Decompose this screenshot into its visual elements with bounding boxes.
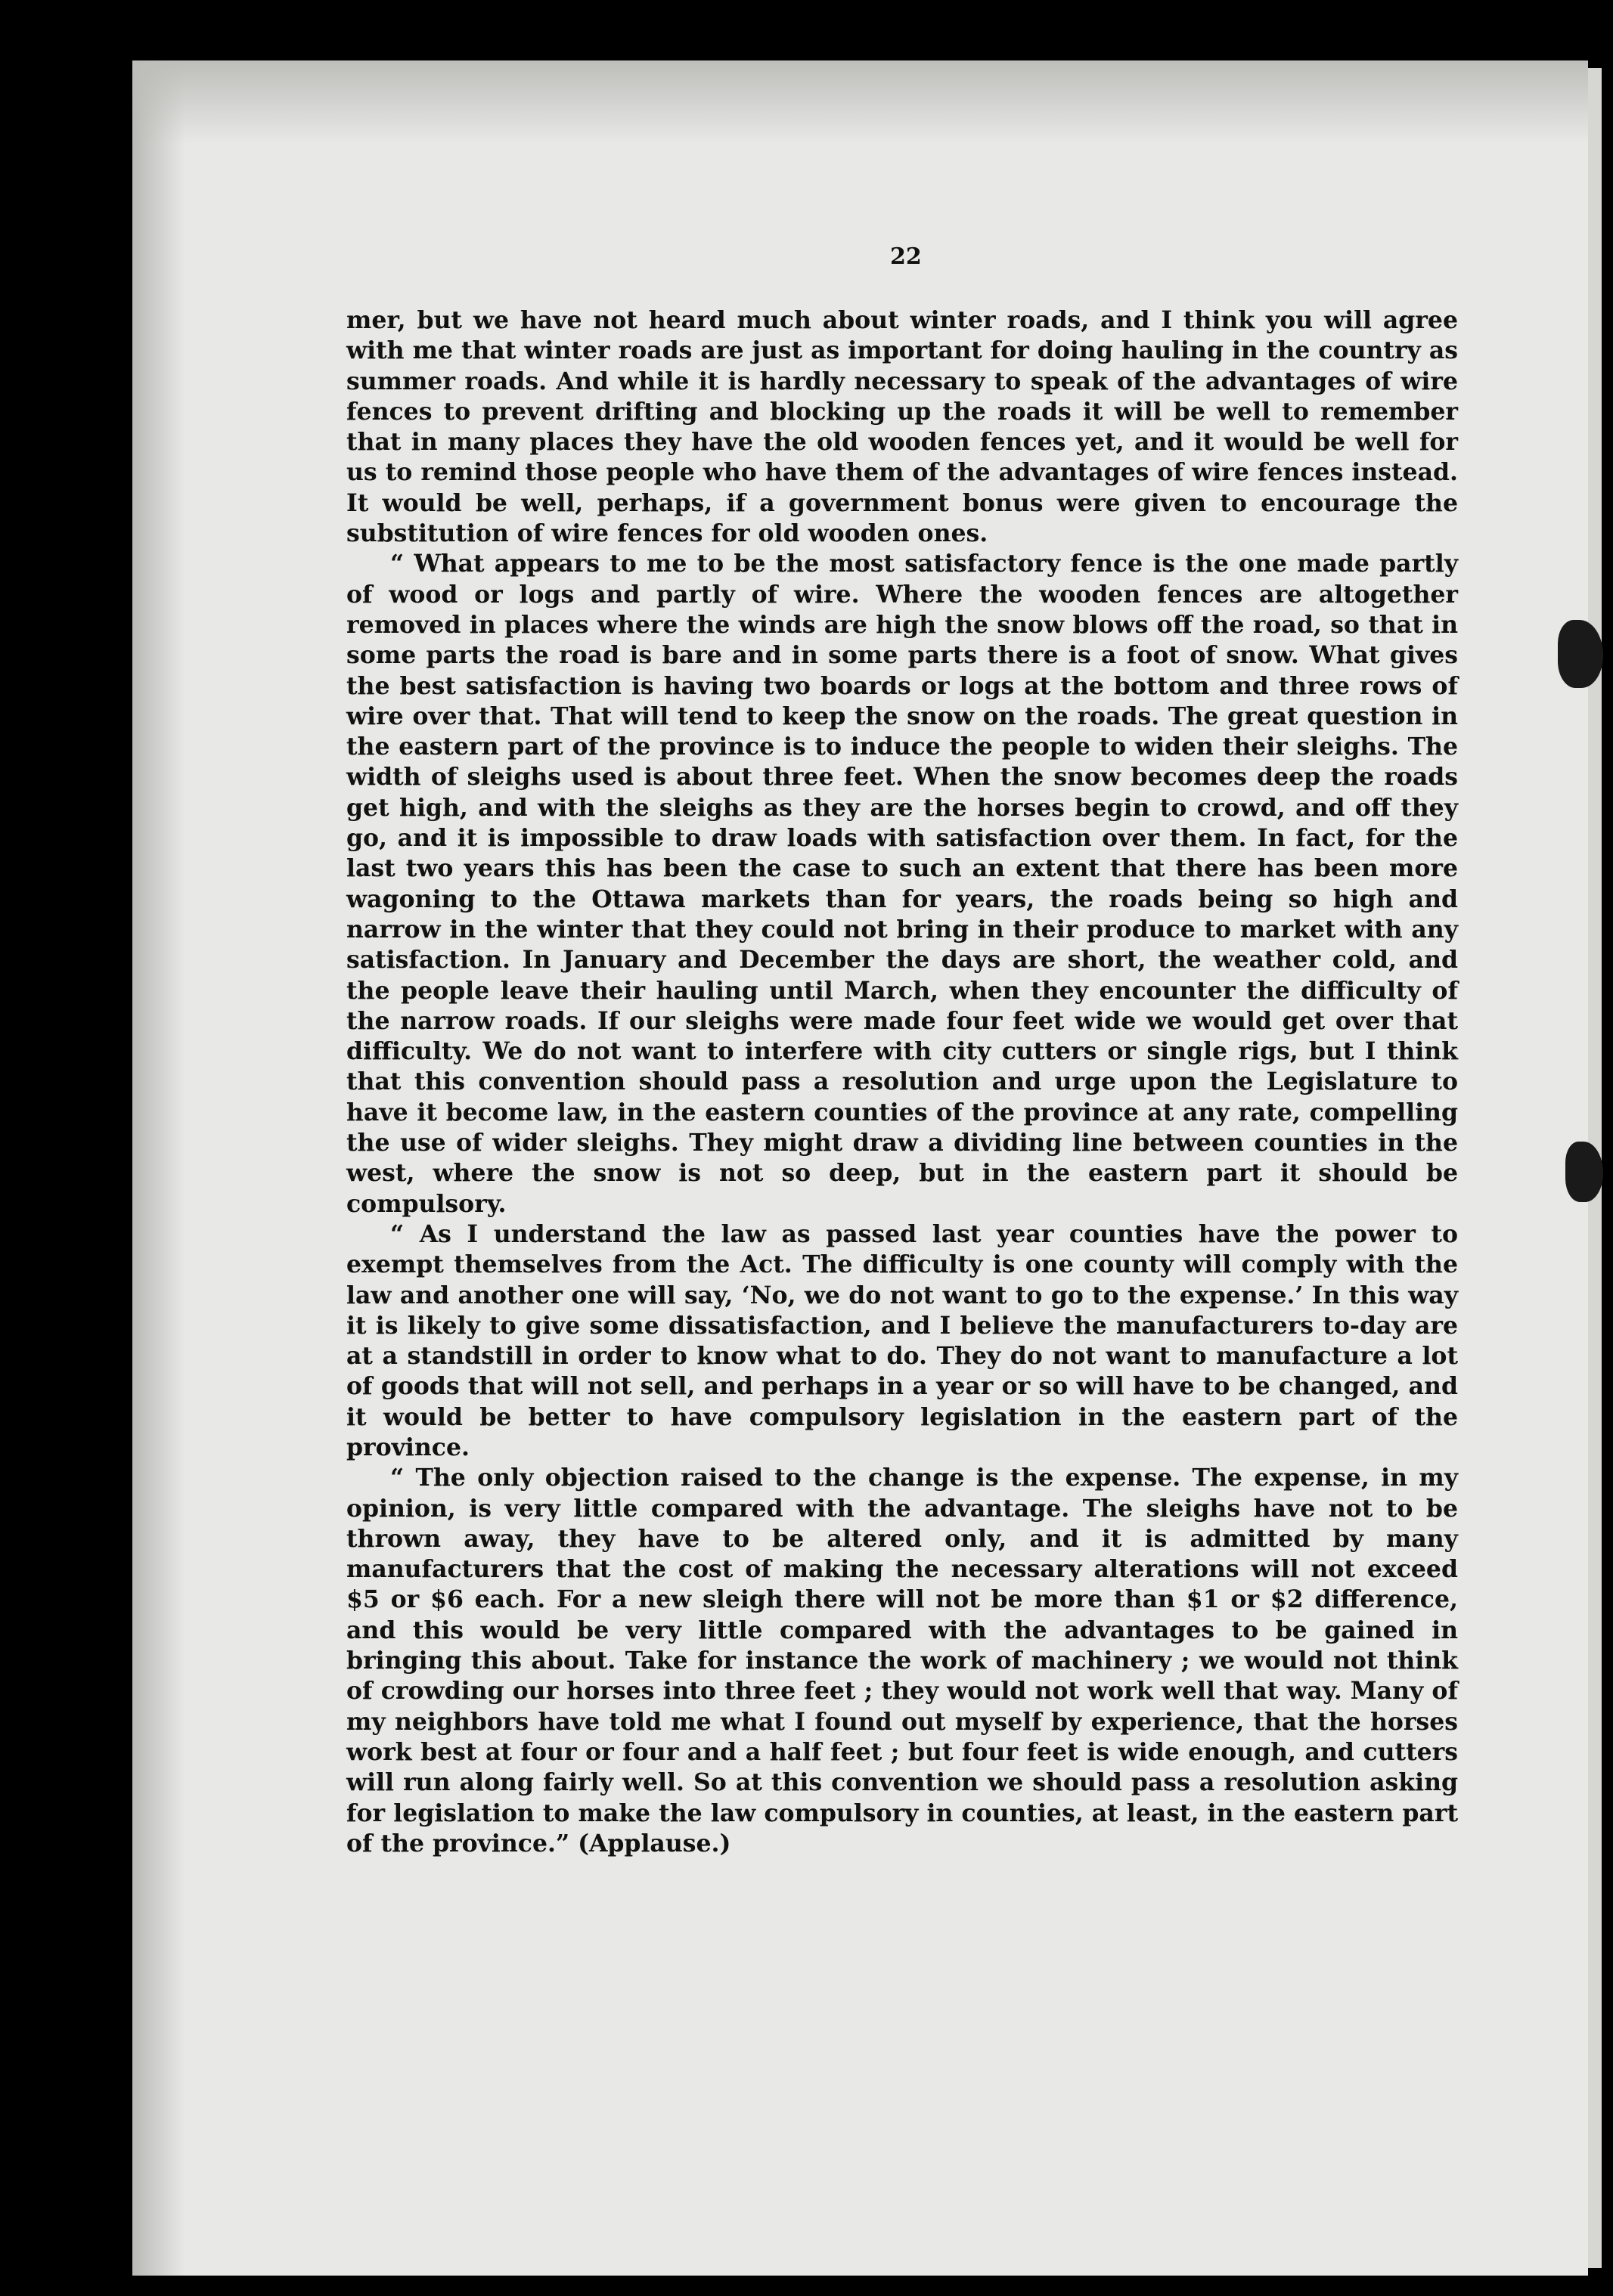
torn-edge-mark <box>1565 1142 1603 1202</box>
page-shadow-top <box>132 60 1588 144</box>
body-text <box>346 305 1458 1859</box>
paragraph: “ What appears to me to be the most satisfactory fence is the one made partly of wood or logs and partly of wire. Where the wooden fences are altogether removed in places where the winds are high the snow blows off the road, so that in some parts the road is bare and in some parts there is a foot of snow. What gives the best satisfaction is having two boards or logs at the bottom and three rows of wire over that. That will tend to keep the snow on the roads. The great question in the eastern part of the province is to induce the people to widen their sleighs. The width of sleighs used is about three feet. When the snow becomes deep the roads get high, and with the sleighs as they are the horses begin to crowd, and off they go, and it is impossible to draw loads with satisfaction over them. In fact, for the last two years this has been the case to such an extent that there has been more wagoning to the Ottawa markets than for years, the roads being so high and narrow in the winter that they could not bring in their produce to market with any satisfaction. In January and December the days are short, the weather cold, and the people leave their hauling until March, when they encounter the difficulty of the narrow roads. If our sleighs were made four feet wide we would get over that difficulty. We do not want to interfere with city cutters or single rigs, but I think that this convention should pass a resolution and urge upon the Legislature to have it become law, in the eastern counties of the province at any rate, compelling the use of wider sleighs. They might draw a dividing line between counties in the west, where the snow is not so deep, but in the eastern part it should be compulsory. <box>346 550 1458 1218</box>
page-number: 22 <box>890 243 922 270</box>
paragraph: “ The only objection raised to the change is the expense. The expense, in my opinion, is very little compared with the advantage. The sleighs have not to be thrown away, they have to be altered only, and it is admitted by many manufacturers that the cost of making the necessary alterations will not exceed $5 or $6 each. For a new sleigh there will not be more than $1 or $2 difference, and this would be very little compared with the advantages to be gained in bringing this about. Take for instance the work of machinery ; we would not think of crowding our horses into three feet ; they would not work well that way. Many of my neighbors have told me what I found out myself by experience, that the horses work best at four or four and a half feet ; but four feet is wide enough, and cutters will run along fairly well. So at this convention we should pass a resolution asking for legislation to make the law compulsory in counties, at least, in the eastern part of the province.” (Applause.) <box>346 1464 1458 1858</box>
page-shadow-left <box>132 60 185 2276</box>
paragraph: “ As I understand the law as passed last year counties have the power to exempt themselves from the Act. The difficulty is one county will comply with the law and another one will say, ‘No, we do not want to go to the expense.’ In this way it is likely to give some dissatisfaction, and I believe the manufacturers to-day are at a standstill in order to know what to do. They do not want to manufacture a lot of goods that will not sell, and perhaps in a year or so will have to be changed, and it would be better to have compulsory legislation in the eastern part of the province. <box>346 1219 1458 1461</box>
torn-edge-mark <box>1558 620 1603 688</box>
paragraph: mer, but we have not heard much about winter roads, and I think you will agree with me that winter roads are just as important for doing hauling in the country as summer roads. And while it is hardly necessary to speak of the advantages of wire fences to prevent drifting and blocking up the roads it will be well to remember that in many places they have the old wooden fences yet, and it would be well for us to remind those people who have them of the advantages of wire fences instead. It would be well, perhaps, if a government bonus were given to encourage the substitution of wire fences for old wooden ones. <box>346 306 1458 548</box>
